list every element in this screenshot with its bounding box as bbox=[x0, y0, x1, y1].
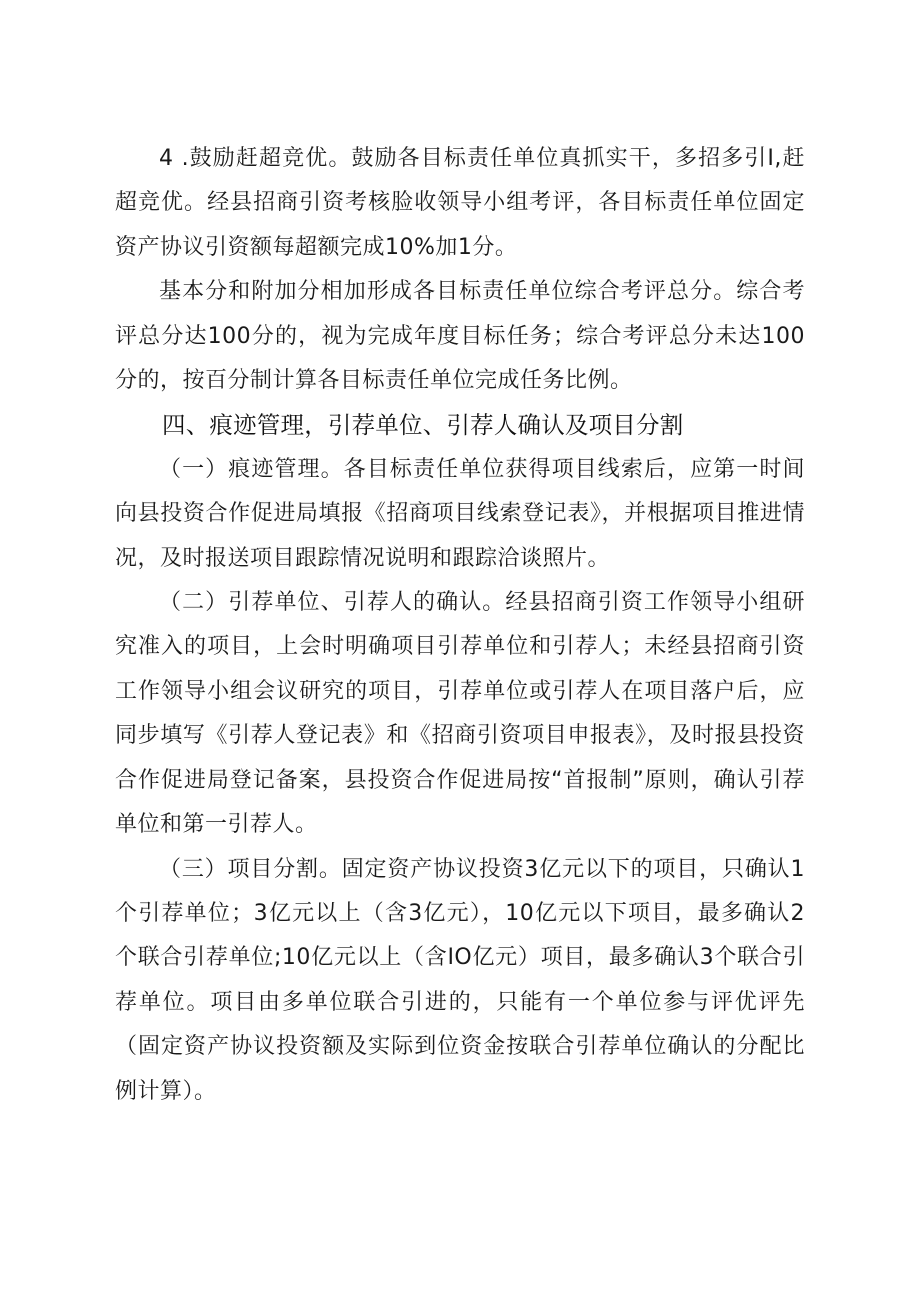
paragraph-encourage-surpass: 4 .鼓励赶超竞优。鼓励各目标责任单位真抓实干，多招多引I,赶超竞优。经县招商引资考核脸收领导小组考评，各目标责任单位固定资产协议引资额每超额完成10%加1分。 bbox=[115, 146, 805, 260]
paragraph-referrer-confirmation: （二）引荐单位、引荐人的确认。经县招商引资工作领导小组研究准入的项目，上会时明确项目引荐单位和引荐人；未经县招商引资工作领导小组会议研究的项目，引荐单位或引荐人在项目落户后，应同步填写《引荐人登记表》和《招商引资项目申报表》，及时报县投资合作促进局登记备案，县投资合作促进局按“首报制”原则，确认引荐单位和第一引荐人。 bbox=[115, 590, 805, 838]
paragraph-project-split: （三）项目分割。固定资产协议投资3亿元以下的项目，只确认1个引荐单位；3亿元以上（含3亿元），10亿元以下项目，最多确认2个联合引荐单位;10亿元以上（含IO亿元）项目，最多确认3个联合引荐单位。项目由多单位联合引进的，只能有一个单位参与评优评先（固定资产协议投资额及实际到位资金按联合引荐单位确认的分配比例计算）。 bbox=[115, 856, 805, 1104]
paragraph-trace-management: （一）痕迹管理。各目标责任单位获得项目线索后，应第一时间向县投资合作促进局填报《招商项目线索登记表》，并根据项目推进情况，及时报送项目跟踪情况说明和跟踪洽谈照片。 bbox=[115, 456, 805, 571]
document-page bbox=[115, 137, 805, 1114]
paragraph-total-score: 基本分和附加分相加形成各目标责任单位综合考评总分。综合考评总分达100分的，视为完成年度目标任务；综合考评总分未达100分的，按百分制计算各目标责任单位完成任务比例。 bbox=[115, 279, 805, 394]
section-heading-trace-management: 四、痕迹管理，引荐单位、引荐人确认及项目分割 bbox=[162, 411, 684, 440]
